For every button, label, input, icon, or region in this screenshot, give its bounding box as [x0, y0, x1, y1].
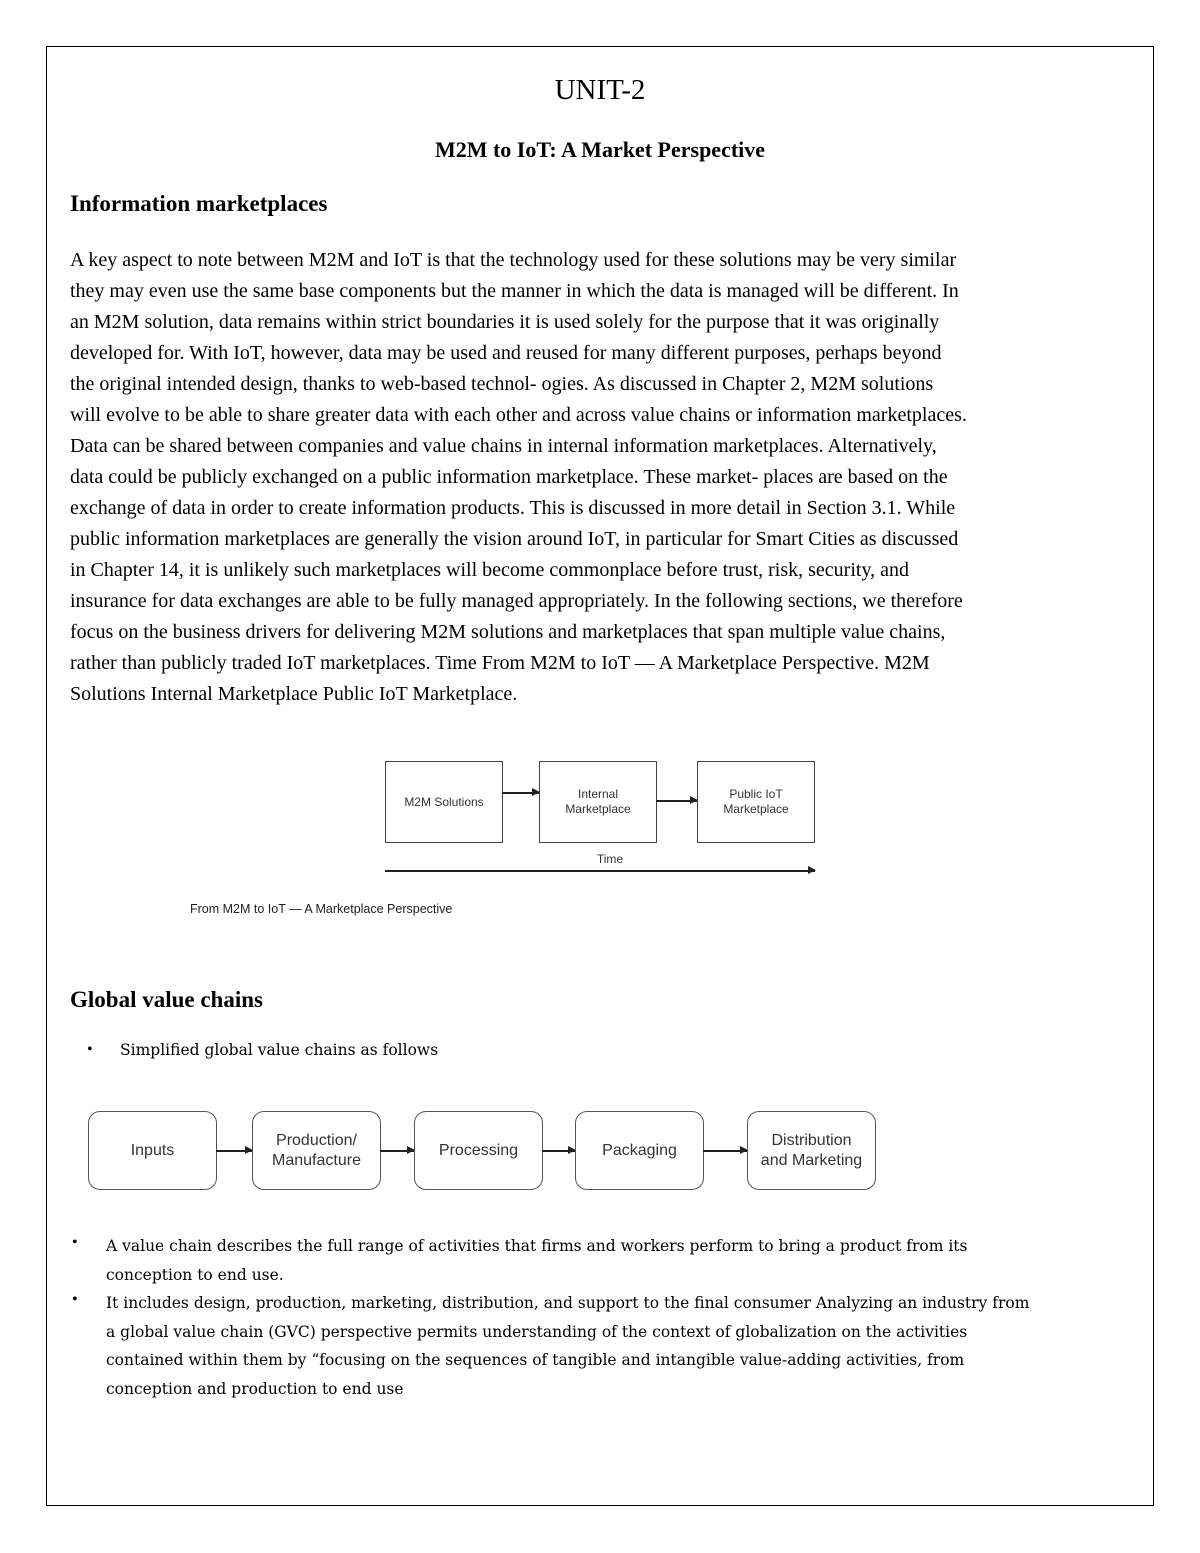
- text-line: Data can be shared between companies and value chains in internal information marketplaces. Alternatively,: [70, 435, 937, 457]
- bullet-text-line: a global value chain (GVC) perspective permits understanding of the context of globalization on the activities: [106, 1322, 968, 1341]
- text-line: an M2M solution, data remains within strict boundaries it is used solely for the purpose that it was originally: [70, 311, 940, 333]
- box-label: Production/: [276, 1131, 357, 1149]
- text-line: A key aspect to note between M2M and IoT is that the technology used for these solutions may be very similar: [70, 249, 957, 271]
- text-line: Solutions Internal Marketplace Public IoT Marketplace.: [70, 683, 518, 705]
- unit-title: UNIT-2: [554, 74, 646, 106]
- box-label: Processing: [438, 1141, 519, 1159]
- box-label: Packaging: [602, 1141, 677, 1159]
- text-line: exchange of data in order to create information products. This is discussed in more detail in Section 3.1. While: [70, 497, 956, 519]
- chain-box-packaging: [575, 1111, 704, 1190]
- bullet-icon: •: [72, 1234, 78, 1251]
- chain-box-inputs: [88, 1111, 217, 1190]
- box-label: Public IoT: [729, 787, 783, 801]
- bullet-text-line: conception and production to end use: [106, 1379, 404, 1398]
- text-line: data could be publicly exchanged on a public information marketplace. These market- places are based on the: [70, 466, 948, 488]
- bullet-text-line: It includes design, production, marketing, distribution, and support to the final consumer Analyzing an industry from: [106, 1294, 1030, 1313]
- bullet-icon: •: [87, 1041, 93, 1058]
- text-line: insurance for data exchanges are able to be fully managed appropriately. In the following sections, we therefore: [70, 590, 963, 612]
- chain-box-processing: [414, 1111, 543, 1190]
- chain-box-production: [252, 1111, 381, 1190]
- bullet-list: [106, 1232, 1029, 1404]
- bullet-text-line: contained within them by “focusing on the sequences of tangible and intangible value-adding activities, from: [106, 1351, 965, 1370]
- box-label: Marketplace: [565, 802, 631, 816]
- box-label: and Marketing: [760, 1151, 863, 1169]
- arrow-icon: [703, 1150, 747, 1152]
- bullet-text-line: conception to end use.: [106, 1265, 284, 1284]
- text-line: developed for. With IoT, however, data may be used and reused for many different purposes, perhaps beyond: [70, 342, 942, 364]
- section-heading-information-marketplaces: Information marketplaces: [70, 191, 328, 216]
- text-line: focus on the business drivers for delivering M2M solutions and marketplaces that span multiple value chains,: [70, 621, 946, 643]
- time-axis-label: Time: [596, 852, 624, 866]
- arrow-icon: [542, 1150, 575, 1152]
- diagram-box-public-iot-marketplace: [697, 761, 815, 843]
- box-label: Distribution: [771, 1131, 852, 1149]
- arrow-icon: [216, 1150, 252, 1152]
- box-label: Manufacture: [272, 1151, 361, 1169]
- diagram-box-m2m-solutions: [385, 761, 503, 843]
- text-line: rather than publicly traded IoT marketplaces. Time From M2M to IoT — A Marketplace Perspective. M2M: [70, 652, 930, 674]
- box-label: Inputs: [130, 1141, 175, 1159]
- diagram-caption: From M2M to IoT — A Marketplace Perspective: [190, 902, 453, 916]
- text-line: they may even use the same base components but the manner in which the data is managed will be different. In: [70, 280, 959, 302]
- chain-box-distribution: [747, 1111, 876, 1190]
- arrow-icon: [502, 792, 539, 794]
- paragraph-information-marketplaces: [70, 245, 967, 710]
- box-label: Marketplace: [723, 802, 789, 816]
- page-subtitle: M2M to IoT: A Market Perspective: [434, 137, 766, 162]
- box-label: Internal: [577, 787, 619, 801]
- text-line: in Chapter 14, it is unlikely such marketplaces will become commonplace before trust, risk, security, and: [70, 559, 910, 581]
- time-axis-arrow: [385, 870, 815, 872]
- text-line: the original intended design, thanks to web-based technol- ogies. As discussed in Chapter 2, M2M solutions: [70, 373, 934, 395]
- section-heading-global-value-chains: Global value chains: [70, 987, 263, 1012]
- arrow-icon: [656, 800, 697, 802]
- text-line: will evolve to be able to share greater data with each other and across value chains or information marketplaces.: [70, 404, 967, 426]
- bullet-text-line: A value chain describes the full range of activities that firms and workers perform to bring a product from its: [106, 1237, 968, 1255]
- box-label: M2M Solutions: [404, 794, 484, 809]
- diagram-box-internal-marketplace: [539, 761, 657, 843]
- intro-bullet-text: Simplified global value chains as follows: [120, 1041, 439, 1059]
- text-line: public information marketplaces are generally the vision around IoT, in particular for Smart Cities as discussed: [70, 528, 959, 550]
- bullet-icon: •: [72, 1291, 78, 1308]
- arrow-icon: [380, 1150, 414, 1152]
